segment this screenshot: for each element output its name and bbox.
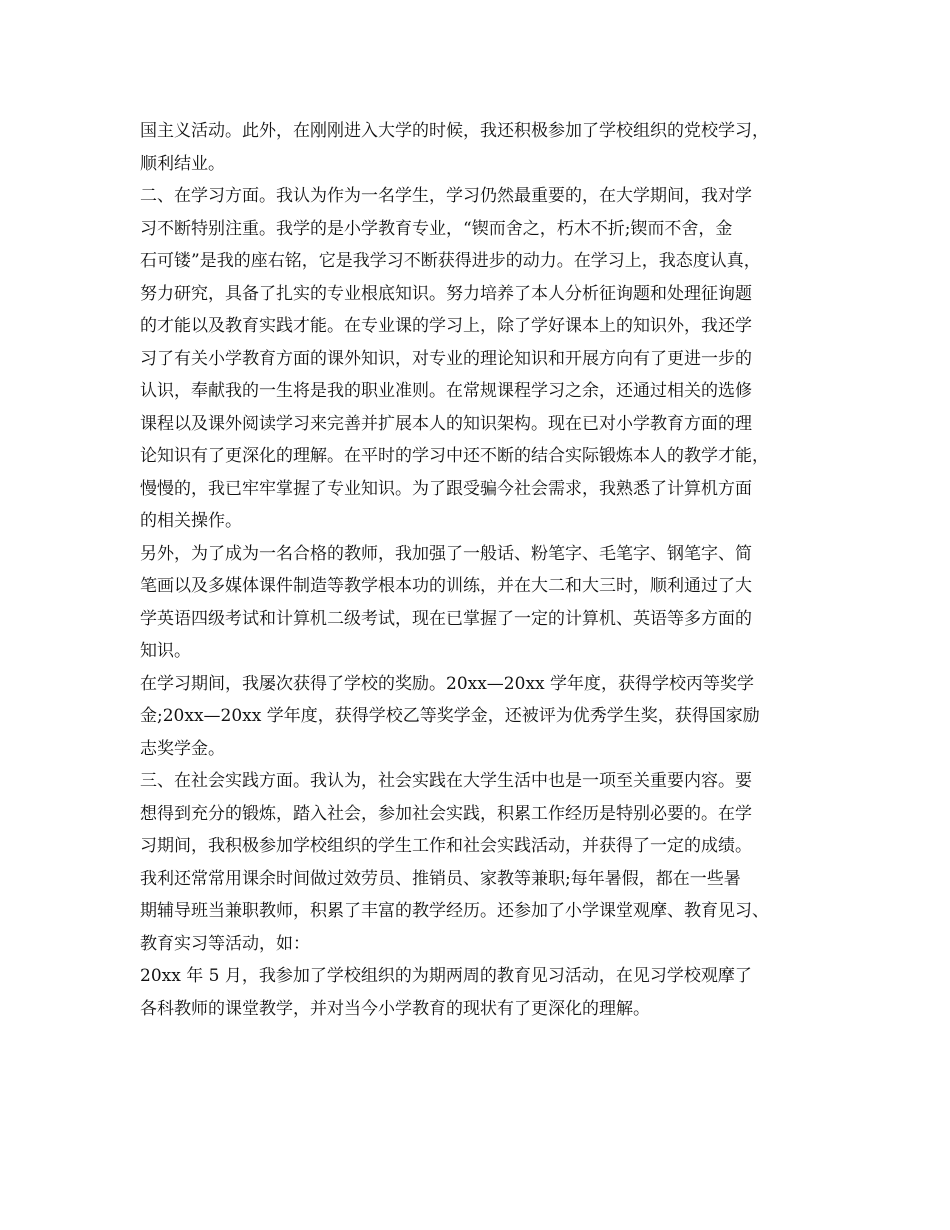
text-line: 习不断特别注重。我学的是小学教育专业，“锲而舍之，朽木不折;锲而不舍，金 — [140, 218, 733, 239]
text-line: 另外，为了成为一名合格的教师，我加强了一般话、粉笔字、毛笔字、钢笔字、简 — [140, 543, 752, 564]
text-line: 志奖学金。 — [140, 738, 225, 759]
text-line: 认识，奉献我的一生将是我的职业准则。在常规课程学习之余，还通过相关的选修 — [140, 381, 752, 401]
text-line: 三、在社会实践方面。我认为，社会实践在大学生活中也是一项至关重要内容。要 — [140, 771, 752, 791]
text-line: 课程以及课外阅读学习来完善并扩展本人的知识架构。现在已对小学教育方面的理 — [140, 413, 752, 434]
text-line: 的相关操作。 — [140, 511, 242, 531]
text-line: 习期间，我积极参加学校组织的学生工作和社会实践活动，并获得了一定的成绩。 — [140, 836, 752, 856]
document-body — [140, 115, 820, 1025]
text-line: 知识。 — [140, 641, 191, 661]
text-line: 二、在学习方面。我认为作为一名学生，学习仍然最重要的，在大学期间，我对学 — [140, 186, 752, 206]
text-line: 期辅导班当兼职教师，积累了丰富的教学经历。还参加了小学课堂观摩、教育见习、 — [140, 901, 769, 921]
text-line: 的才能以及教育实践才能。在专业课的学习上，除了学好课本上的知识外，我还学 — [140, 316, 752, 336]
text-line: 国主义活动。此外，在刚刚进入大学的时候，我还积极参加了学校组织的党校学习， — [140, 121, 769, 141]
text-line: 石可镂”是我的座右铭，它是我学习不断获得进步的动力。在学习上，我态度认真， — [140, 251, 761, 271]
text-line: 我利还常常用课余时间做过效劳员、推销员、家教等兼职;每年暑假，都在一些暑 — [140, 868, 741, 889]
text-line: 20xx 年 5 月，我参加了学校组织的为期两周的教育见习活动，在见习学校观摩了 — [140, 966, 752, 986]
text-line: 在学习期间，我屡次获得了学校的奖励。20xx—20xx 学年度，获得学校丙等奖学 — [140, 673, 755, 694]
text-line: 论知识有了更深化的理解。在平时的学习中还不断的结合实际锻炼本人的教学才能， — [140, 446, 769, 466]
text-line: 笔画以及多媒体课件制造等教学根本功的训练，并在大二和大三时，顺利通过了大 — [140, 576, 752, 596]
text-line: 顺利结业。 — [140, 153, 225, 174]
text-line: 学英语四级考试和计算机二级考试，现在已掌握了一定的计算机、英语等多方面的 — [140, 608, 752, 629]
text-line: 金;20xx—20xx 学年度，获得学校乙等奖学金，还被评为优秀学生奖，获得国家励 — [140, 706, 760, 726]
text-line: 努力研究，具备了扎实的专业根底知识。努力培养了本人分析征询题和处理征询题 — [140, 283, 752, 304]
text-line: 习了有关小学教育方面的课外知识，对专业的理论知识和开展方向有了更进一步的 — [140, 348, 752, 369]
text-line: 教育实习等活动，如： — [140, 933, 310, 954]
text-line: 各科教师的课堂教学，并对当今小学教育的现状有了更深化的理解。 — [140, 998, 650, 1019]
text-line: 慢慢的，我已牢牢掌握了专业知识。为了跟受骗今社会需求，我熟悉了计算机方面 — [140, 478, 752, 499]
text-line: 想得到充分的锻炼，踏入社会，参加社会实践，积累工作经历是特别必要的。在学 — [140, 803, 752, 824]
